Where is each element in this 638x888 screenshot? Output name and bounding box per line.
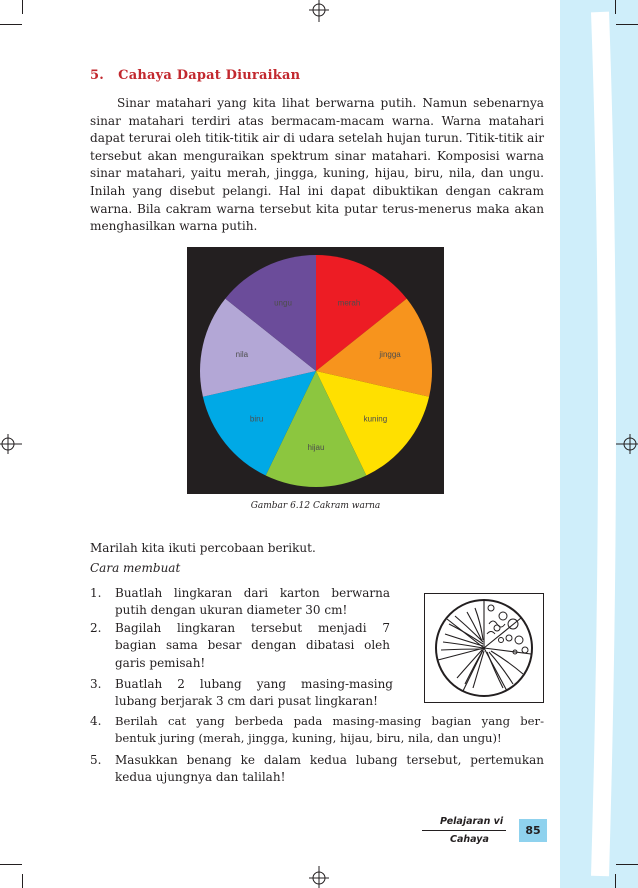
step-number: 5.: [90, 753, 102, 767]
step-2: [90, 620, 390, 675]
footer-chapter: Cahaya: [450, 834, 489, 845]
sketched-disc-illustration: [424, 593, 544, 703]
wheel-label-ungu: ungu: [274, 298, 292, 308]
crop-mark: [615, 874, 616, 888]
wheel-label-hijau: hijau: [307, 443, 325, 452]
footer-subject: Pelajaran vi: [440, 816, 504, 827]
step-text: garis pemisah!: [115, 655, 206, 670]
step-text: Masukkan benang ke dalam kedua lubang tersebut, pertemukan: [115, 753, 544, 767]
section-title: Cahaya Dapat Diuraikan: [118, 68, 301, 83]
color-wheel: [187, 247, 444, 494]
step-number: 1.: [90, 586, 102, 600]
step-text: Buatlah lingkaran dari karton berwarna: [115, 586, 390, 600]
sketched-disc-image: [425, 594, 543, 702]
intro-paragraph: Sinar matahari yang kita lihat berwarna putih. Namun sebenarnya sinar matahari terdiri atas bermacam-macam warna. Warna matahari dapat terurai oleh titik-titik air di udara setelah hujan turun. Titik-titik air tersebut akan menguraikan spektrum sinar matahari. Komposisi warna sinar matahari, yaitu merah, jingga, kuning, hijau, biru, nila, dan ungu. Inilah yang disebut pelangi. Hal ini dapat dibuktikan dengan cakram warna. Bila cakram warna tersebut kita putar terus-menerus maka akan menghasilkan warna putih.: [90, 96, 544, 234]
procedure-heading: Cara membuat: [90, 561, 181, 575]
registration-mark-bottom: [309, 866, 329, 888]
section-number: 5.: [90, 68, 104, 83]
section-heading: [90, 68, 300, 83]
crop-mark: [22, 874, 23, 888]
step-text: kedua ujungnya dan talilah!: [115, 770, 286, 785]
procedure-intro: Marilah kita ikuti percobaan berikut.: [90, 541, 316, 555]
step-number: 4.: [90, 714, 102, 728]
step-number: 3.: [90, 677, 102, 691]
registration-mark-right: [616, 434, 638, 454]
wheel-label-nila: nila: [235, 350, 249, 360]
wheel-label-biru: biru: [249, 414, 264, 424]
step-text: bentuk juring (merah, jingga, kuning, hijau, biru, nila, dan ungu)!: [115, 731, 502, 746]
crop-mark: [0, 24, 22, 25]
step-text: lubang berjarak 3 cm dari pusat lingkaran!: [115, 694, 378, 709]
registration-mark-left: [0, 434, 22, 454]
crop-mark: [0, 864, 22, 865]
page-number: 85: [519, 819, 547, 842]
step-text: Bagilah lingkaran tersebut menjadi 7: [115, 621, 390, 635]
step-text: putih dengan ukuran diameter 30 cm!: [115, 603, 348, 618]
registration-mark-top: [309, 0, 329, 22]
wheel-label-merah: merah: [337, 298, 361, 308]
figure-caption: Gambar 6.12 Cakram warna: [250, 501, 381, 511]
crop-mark: [22, 0, 23, 14]
color-wheel-figure: [187, 247, 444, 494]
wheel-label-kuning: kuning: [363, 414, 388, 424]
step-3: [90, 676, 393, 711]
step-text: bagian sama besar dengan dibatasi oleh: [115, 638, 390, 653]
step-text: Buatlah 2 lubang yang masing-masing: [115, 677, 393, 691]
footer-divider: [422, 830, 506, 831]
crop-mark: [615, 0, 616, 14]
wheel-label-jingga: jingga: [379, 350, 401, 360]
step-4: [90, 713, 544, 748]
step-5: [90, 752, 544, 787]
crop-mark: [616, 864, 638, 865]
step-text: Berilah cat yang berbeda pada masing-masing bagian yang ber-: [115, 714, 544, 728]
crop-mark: [616, 24, 638, 25]
step-number: 2.: [90, 621, 102, 635]
step-1: [90, 585, 390, 620]
